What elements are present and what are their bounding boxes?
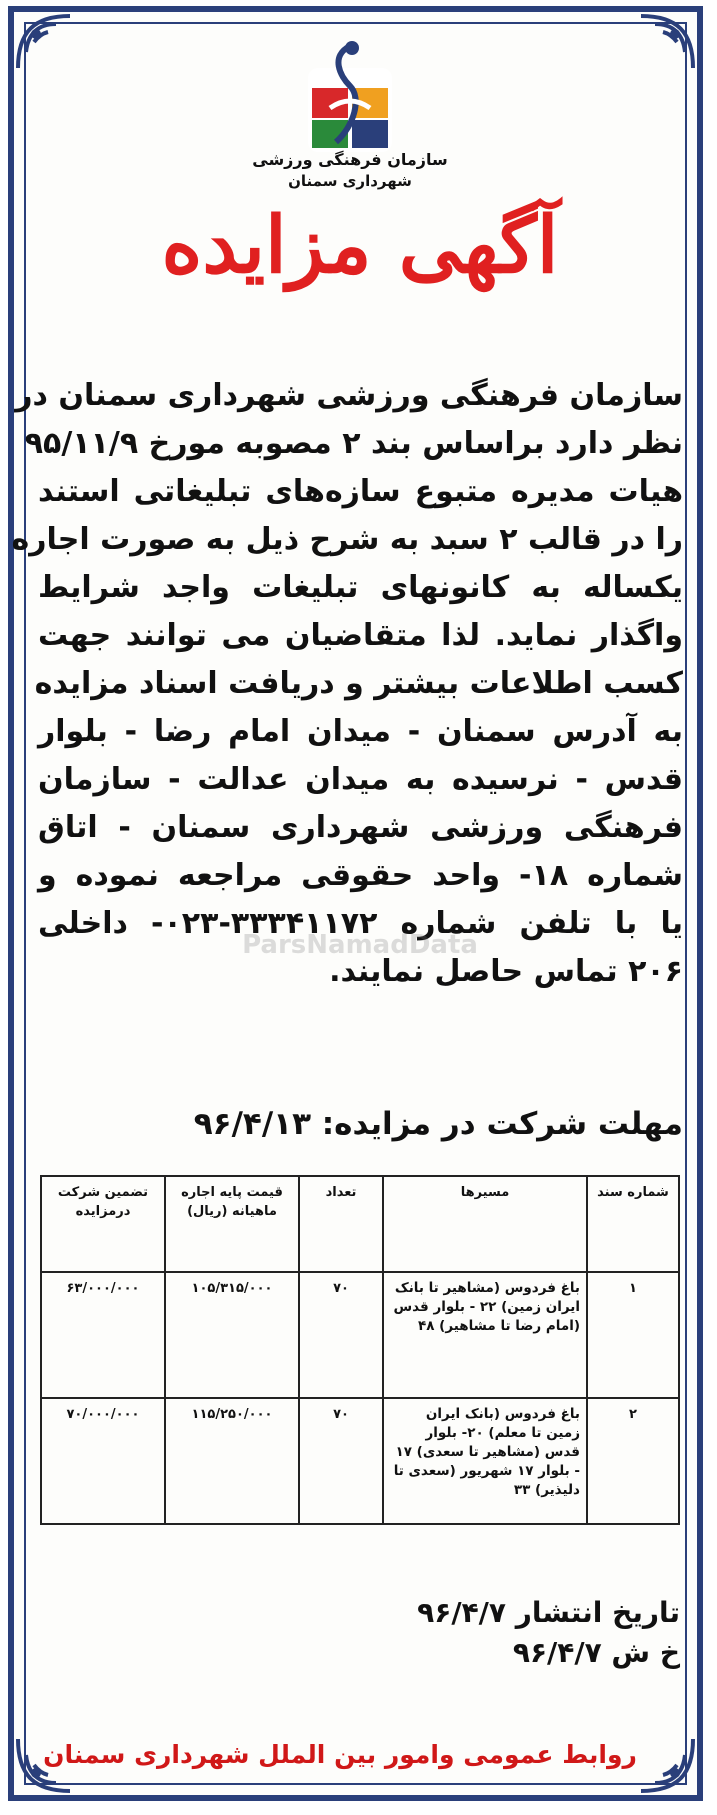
body-line: واگذار نماید. لذا متقاضیان می توانند جهت	[38, 618, 683, 653]
cell-doc-no: ۲	[587, 1398, 679, 1524]
cell-base-price: ۱۰۵/۳۱۵/۰۰۰	[165, 1272, 299, 1398]
cell-base-price: ۱۱۵/۲۵۰/۰۰۰	[165, 1398, 299, 1524]
body-line: هیات مدیره متبوع سازه‌های تبلیغاتی استند	[38, 474, 683, 509]
cell-route: باغ فردوس (مشاهیر تا بانک ایران زمین) ۲۲ - بلوار قدس (امام رضا تا مشاهیر) ۴۸	[383, 1272, 587, 1398]
body-line: قدس - نرسیده به میدان عدالت - سازمان	[38, 762, 683, 797]
cell-guarantee: ۶۳/۰۰۰/۰۰۰	[41, 1272, 165, 1398]
corner-ornament-icon	[14, 12, 74, 72]
body-line: نظر دارد براساس بند ۲ مصوبه مورخ ۹۵/۱۱/۹	[24, 426, 683, 461]
body-line: یکساله به کانونهای تبلیغات واجد شرایط	[38, 570, 683, 605]
organization-logo-icon	[290, 38, 410, 158]
table-row	[41, 1272, 679, 1398]
body-line: به آدرس سمنان - میدان امام رضا - بلوار	[38, 714, 683, 749]
table-row	[41, 1398, 679, 1524]
header-guarantee: تضمین شرکت درمزایده	[41, 1176, 165, 1272]
body-line: را در قالب ۲ سبد به شرح ذیل به صورت اجاره	[11, 522, 683, 557]
footer-signature: روابط عمومی وامور بین الملل شهرداری سمنان	[43, 1740, 637, 1769]
body-line: فرهنگی ورزشی شهرداری سمنان - اتاق	[38, 810, 683, 845]
ad-title: آگهی مزایده	[161, 200, 559, 291]
cell-count: ۷۰	[299, 1272, 383, 1398]
corner-ornament-icon	[637, 1735, 697, 1795]
routes-table	[40, 1175, 680, 1525]
deadline: مهلت شرکت در مزایده: ۹۶/۴/۱۳	[193, 1106, 683, 1142]
organization-name: سازمان فرهنگی ورزشی	[252, 150, 448, 169]
header-doc-no: شماره سند	[587, 1176, 679, 1272]
body-line: ۲۰۶ تماس حاصل نمایند.	[329, 954, 683, 989]
header-routes: مسیرها	[383, 1176, 587, 1272]
cell-doc-no: ۱	[587, 1272, 679, 1398]
announcement-body	[11, 372, 683, 996]
table-header-row	[41, 1176, 679, 1272]
reference-code: خ ش ۹۶/۴/۷	[512, 1636, 680, 1669]
publication-date: تاریخ انتشار ۹۶/۴/۷	[417, 1596, 680, 1629]
cell-guarantee: ۷۰/۰۰۰/۰۰۰	[41, 1398, 165, 1524]
header-base-price: قیمت پایه اجاره ماهیانه (ریال)	[165, 1176, 299, 1272]
corner-ornament-icon	[637, 12, 697, 72]
header-count: تعداد	[299, 1176, 383, 1272]
body-line: کسب اطلاعات بیشتر و دریافت اسناد مزایده	[34, 666, 683, 701]
body-line: سازمان فرهنگی ورزشی شهرداری سمنان در	[15, 378, 683, 413]
body-line: یا با تلفن شماره ۳۳۳۴۱۱۷۲-۰۲۳- داخلی	[38, 906, 683, 941]
watermark: ParsNamadData	[242, 930, 478, 960]
organization-subname: شهرداری سمنان	[288, 172, 412, 190]
body-line: شماره ۱۸- واحد حقوقی مراجعه نموده و	[38, 858, 683, 893]
cell-route: باغ فردوس (بانک ایران زمین تا معلم) ۲۰- بلوار قدس (مشاهیر تا سعدی) ۱۷ - بلوار ۱۷ شهریور (سعدی تا دلیذیر) ۳۳	[383, 1398, 587, 1524]
cell-count: ۷۰	[299, 1398, 383, 1524]
